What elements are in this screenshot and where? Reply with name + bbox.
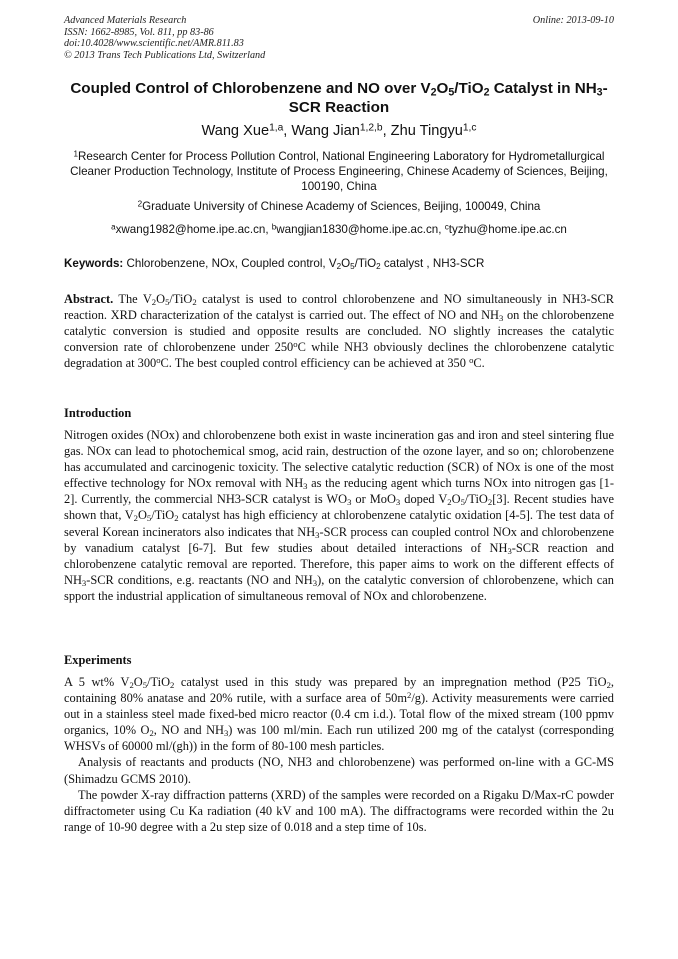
abstract-label: Abstract. <box>64 292 114 306</box>
author-list: Wang Xue$^{1,a}$, Wang Jian$^{1,2,b}$, Zhu Tingyu$^{1,c}$ <box>201 122 477 139</box>
experiments-section <box>64 674 614 835</box>
section-heading-experiments: Experiments <box>64 653 132 667</box>
section-heading-introduction: Introduction <box>64 406 132 420</box>
online-date-text: Online: 2013-09-10 <box>532 15 614 26</box>
author-emails: $^a$xwang1982@home.ipe.ac.cn, $^b$wangjian1830@home.ipe.ac.cn, $^c$tyzhu@home.ipe.ac.cn <box>111 222 567 236</box>
experiments-paragraph-1: A 5 wt% $V_2O_5/TiO_2$ catalyst used in this study was prepared by an impregnation method (P25 TiO$_2$, containing 80% anatase and 20% rutile, with a surface area of $50m^2/g$). Activity measurements were carried out in a stainless steel made fixed-bed micro reactor (0.4 cm i.d.). Total flow of the mixed stream (100 ppmv organics, 10% $O_2$, NO and $NH_3$) was 100 ml/min. Each run utilized 200 mg of the catalyst (corresponding WHSVs of 60000 ml/(gh)) in the form of 80-100 mesh particles. <box>64 675 614 754</box>
email-link[interactable]: xwang1982@home.ipe.ac.cn, <box>115 223 272 236</box>
journal-doi: doi:10.4028/www.scientific.net/AMR.811.83 <box>64 38 244 50</box>
journal-header <box>64 15 265 61</box>
affiliation-2: $^2$Graduate University of Chinese Academy of Sciences, Beijing, 100049, China <box>137 199 541 213</box>
keywords: Keywords: Chlorobenzene, NOx, Coupled control, $V_2O_5/TiO_2$ catalyst , NH3-SCR <box>64 257 485 272</box>
email-link[interactable]: tyzhu@home.ipe.ac.cn <box>448 223 567 236</box>
experiments-paragraph-3: The powder X-ray diffraction patterns (XRD) of the samples were recorded on a Rigaku D/Max-rC powder diffractometer using Cu Ka radiation (40 kV and 100 mA). The diffractograms were recorded within the 2u range of 10-90 degree with a 2u step size of 0.018 and a step time of 10s. <box>64 787 614 834</box>
journal-issn: ISSN: 1662-8985, Vol. 811, pp 83-86 <box>64 26 214 38</box>
author-name: Wang Xue <box>201 123 270 139</box>
introduction-paragraph: Nitrogen oxides (NOx) and chlorobenzene both exist in waste incineration gas and iron and steel sintering flue gas. NOx can lead to photochemical smog, acid rain, destruction of the ozone layer, and so on; chlorobenzene has accumulated and carcinogenic toxicity. The selective catalytic reduction (SCR) of NOx is one of the most effective technology for NOx removal with $NH_3$ as the reducing agent which turns NOx into nitrogen gas [1-2]. Currently, the commercial NH3-SCR catalyst is $WO_3$ or MoO$_3$ doped $V_2O_5/TiO_2[3]$. Recent studies have shown that, $V_2O_5/TiO_2$ catalyst has high efficiency at chlorobenzene catalytic oxidation [4-5]. The test data of several Korean incinerators also indicates that $NH_3$-SCR process can coupled control NOx and chlorobenzene by vanadium catalyst [6-7]. But few studies about detailed interactions of $NH_3$-SCR reaction and chlorobenzene catalytic removal are reported. Therefore, this paper aims to work on the different effects of $NH_3$-SCR conditions, e.g. reactants (NO and $NH_3$), on the catalytic conversion of chlorobenzene, which can spport the industrial application of simultaneous removal of NOx and chlorobenzene. <box>64 428 615 603</box>
abstract: Abstract. The $V_2O_5/TiO_2$ catalyst is used to control chlorobenzene and NO simultaneously in NH3-SCR reaction. XRD characterization of the catalyst is carried out. The effect of NO and $NH_3$ on the chlorobenzene catalytic conversion is studied and opposite results are concluded. NO slightly increases the catalytic conversion rate of chlorobenzene under 250$^o$C while NH3 obviously declines the chlorobenzene catalytic degradation at 300$^o$C. The best coupled control efficiency can be achieved at 350 $^o$C. <box>64 292 615 371</box>
email-link[interactable]: wangjian1830@home.ipe.ac.cn, <box>276 223 445 236</box>
online-date <box>533 15 614 27</box>
affiliation-1: $^1$Research Center for Process Pollution Control, National Engineering Laboratory for Hydrometallurgical Cleaner Production Technology, Institute of Process Engineering, Chinese Academy of Sciences, Beijing, 100190, China <box>70 149 608 194</box>
journal-copyright: © 2013 Trans Tech Publications Ltd, Switzerland <box>64 49 266 61</box>
keywords-label: Keywords: <box>64 257 124 270</box>
paper-title: Coupled Control of Chlorobenzene and NO over $V_2O_5/TiO_2$ Catalyst in $NH_3$-SCR Reaction <box>70 80 608 116</box>
experiments-paragraph-2: Analysis of reactants and products (NO, NH3 and chlorobenzene) was performed on-line with a GC-MS (Shimadzu GCMS 2010). <box>64 755 614 786</box>
author-name: Wang Jian <box>291 123 360 139</box>
author-name: Zhu Tingyu <box>390 123 463 139</box>
journal-name: Advanced Materials Research <box>64 15 187 26</box>
